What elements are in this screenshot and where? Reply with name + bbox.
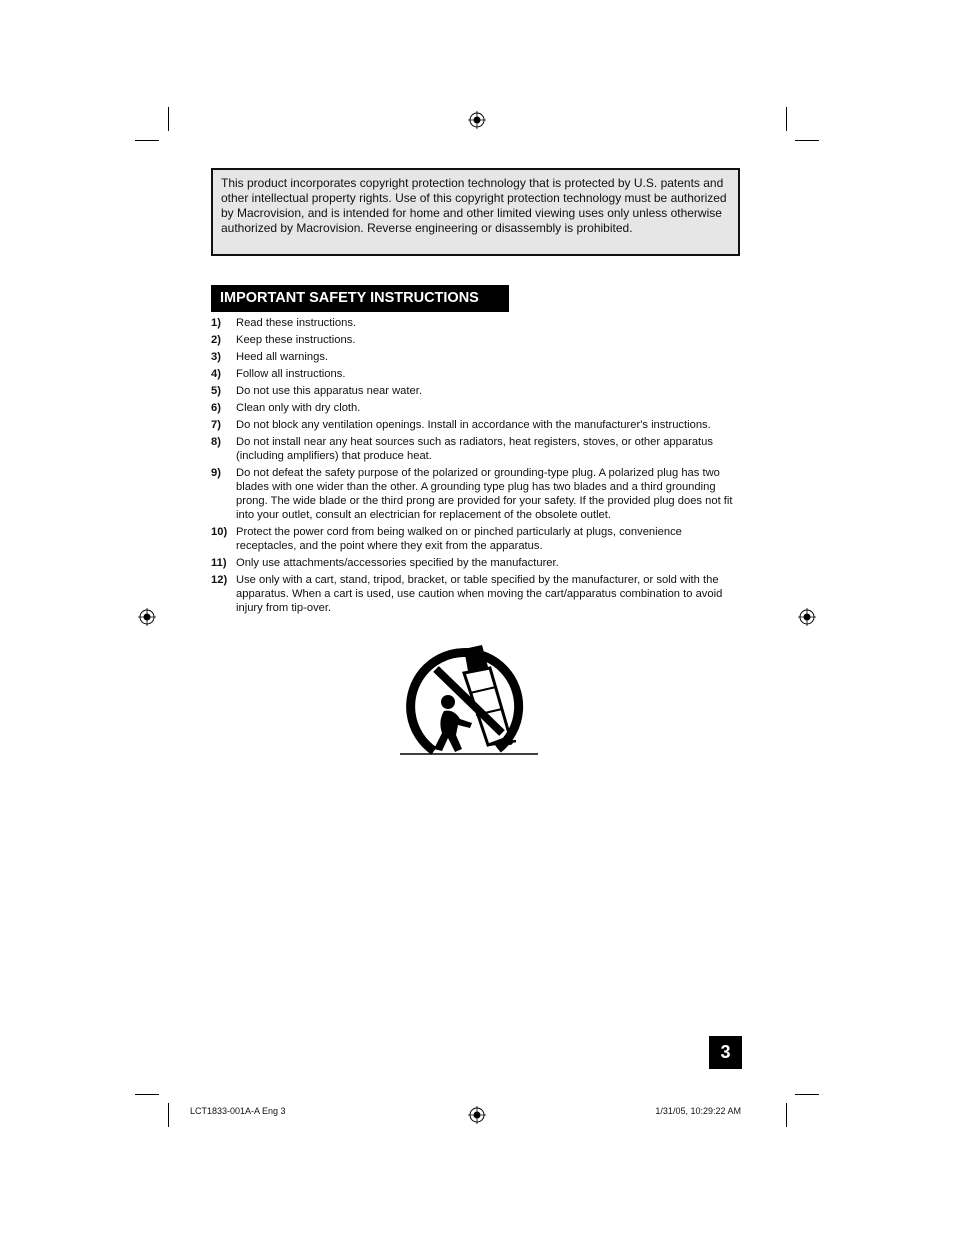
item-text: Heed all warnings. <box>236 351 329 363</box>
item-text: Read these instructions. <box>236 317 357 329</box>
crop-mark <box>168 1103 169 1127</box>
item-text: Clean only with dry cloth. <box>236 402 361 414</box>
item-text: Follow all instructions. <box>236 368 346 380</box>
item-text: Only use attachments/accessories specified by the manufacturer. <box>236 557 559 569</box>
item-text: Do not use this apparatus near water. <box>236 385 422 397</box>
registration-mark-icon <box>468 111 486 129</box>
item-number: 5) <box>211 385 221 397</box>
list-item <box>211 401 745 415</box>
cart-tip-over-warning-icon <box>398 641 540 757</box>
list-item <box>211 333 745 347</box>
crop-mark <box>795 140 819 141</box>
copyright-notice-text: This product incorporates copyright protection technology that is protected by U.S. patents and other intellectual property rights. Use of this copyright protection technology must be authorized by Macrovision, and is intended for home and other limited viewing uses only unless otherwise authorized by Macrovision. Reverse engineering or disassembly is prohibited. <box>221 176 727 235</box>
list-item <box>211 316 745 330</box>
crop-mark <box>795 1094 819 1095</box>
list-item <box>211 367 745 381</box>
registration-mark-icon <box>138 608 156 626</box>
list-item <box>211 466 745 522</box>
item-number: 12) <box>211 574 228 586</box>
footer-file-info: LCT1833-001A-A Eng 3 <box>190 1106 286 1116</box>
copyright-notice-box <box>211 168 740 256</box>
item-number: 7) <box>211 419 221 431</box>
item-number: 11) <box>211 557 227 569</box>
item-number: 4) <box>211 368 221 380</box>
list-item <box>211 525 745 553</box>
crop-mark <box>786 107 787 131</box>
item-text: Do not install near any heat sources such as radiators, heat registers, stoves, or other apparatus (including amplifiers) that produce heat. <box>236 436 713 462</box>
list-item <box>211 435 745 463</box>
item-number: 9) <box>211 467 221 479</box>
item-number: 3) <box>211 351 221 363</box>
footer-timestamp: 1/31/05, 10:29:22 AM <box>655 1106 741 1116</box>
item-number: 10) <box>211 526 228 538</box>
registration-mark-icon <box>798 608 816 626</box>
item-text: Protect the power cord from being walked on or pinched particularly at plugs, convenience receptacles, and the point where they exit from the apparatus. <box>236 526 682 552</box>
page-number: 3 <box>709 1036 742 1069</box>
list-item <box>211 418 745 432</box>
crop-mark <box>786 1103 787 1127</box>
item-number: 8) <box>211 436 221 448</box>
list-item <box>211 350 745 364</box>
list-item <box>211 384 745 398</box>
crop-mark <box>135 140 159 141</box>
list-item <box>211 556 745 570</box>
item-number: 1) <box>211 317 221 329</box>
list-item <box>211 573 745 615</box>
item-text: Do not defeat the safety purpose of the polarized or grounding-type plug. A polarized plug has two blades with one wider than the other. A grounding type plug has two blades and a third grounding prong. The wide blade or the third prong are provided for your safety. If the provided plug does not fit into your outlet, consult an electrician for replacement of the obsolete outlet. <box>236 467 733 521</box>
crop-mark <box>135 1094 159 1095</box>
item-text: Keep these instructions. <box>236 334 356 346</box>
item-number: 6) <box>211 402 221 414</box>
crop-mark <box>168 107 169 131</box>
safety-instructions-heading: IMPORTANT SAFETY INSTRUCTIONS <box>211 285 509 312</box>
item-number: 2) <box>211 334 221 346</box>
item-text: Use only with a cart, stand, tripod, bracket, or table specified by the manufacturer, or sold with the apparatus. When a cart is used, use caution when moving the cart/apparatus combination to avoid injury from tip-over. <box>236 574 723 614</box>
item-text: Do not block any ventilation openings. Install in accordance with the manufacturer's instructions. <box>236 419 711 431</box>
safety-instructions-list <box>211 316 745 618</box>
registration-mark-icon <box>468 1106 486 1124</box>
